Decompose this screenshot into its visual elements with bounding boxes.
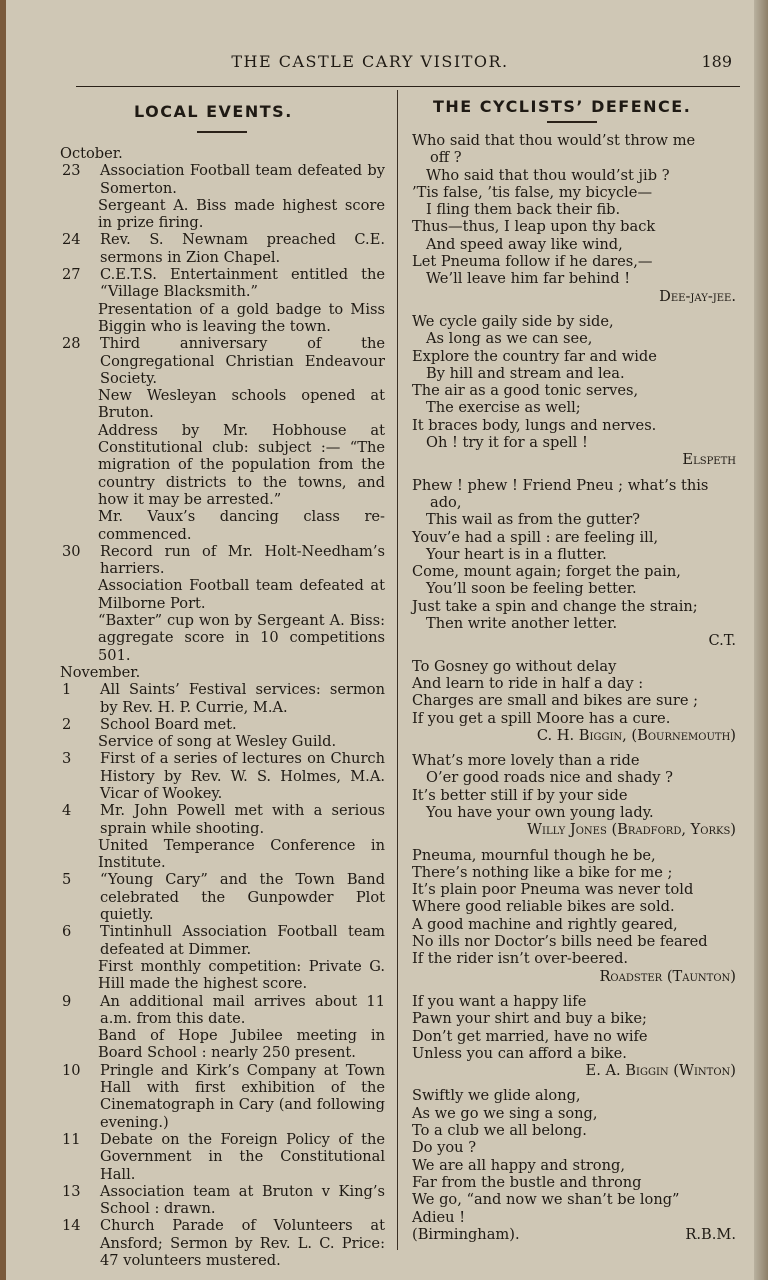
poem-line: Pawn your shirt and buy a bike;: [412, 1010, 647, 1028]
event-day: 14: [62, 1217, 81, 1235]
poem-line: If the rider isn’t over-beered.: [412, 950, 629, 968]
event-day: 11: [62, 1130, 81, 1148]
event-day: 3: [62, 750, 72, 768]
poem-line: Let Pneuma follow if he dares,—: [412, 253, 653, 271]
event-entry: [60, 802, 385, 837]
event-text: C.E.T.S. Entertainment entitled the “Village Blacksmith.”: [100, 266, 385, 301]
event-day: 1: [62, 681, 72, 699]
poem-line: (Birmingham).: [412, 1225, 520, 1243]
poem-signature: Roadster (Taunton): [599, 967, 736, 985]
poem-line: What’s more lovely than a ride: [412, 752, 640, 770]
event-text: Service of song at Wesley Guild.: [98, 733, 337, 751]
poem-line: ’Tis false, ’tis false, my bicycle—: [412, 183, 653, 201]
event-text: Rev. S. Newnam preached C.E. sermons in Zion Chapel.: [100, 231, 385, 266]
poem-line: I fling them back their fib.: [426, 201, 621, 219]
poem-line: Come, mount again; forget the pain,: [412, 563, 681, 581]
event-text: First of a series of lectures on Church History by Rev. W. S. Holmes, M.A. Vicar of Wookey.: [100, 750, 385, 802]
poem-line: O’er good roads nice and shady ?: [426, 769, 673, 787]
poem: [412, 313, 736, 469]
event-day: 5: [62, 871, 72, 889]
poem-signature: E. A. Biggin (Winton): [585, 1062, 736, 1080]
poem-line: Don’t get married, have no wife: [412, 1027, 648, 1045]
event-text: Record run of Mr. Holt-Needham’s harriers.: [100, 542, 385, 578]
poem-line: And learn to ride in half a day :: [412, 674, 644, 692]
poem-line: To Gosney go without delay: [412, 657, 617, 675]
event-entry: [60, 1131, 385, 1183]
poem-line: We cycle gaily side by side,: [412, 312, 614, 330]
event-text: First monthly competition: Private G. Hill made the highest score.: [98, 957, 385, 993]
poem-line: Who said that thou would’st jib ?: [426, 166, 670, 184]
event-day: 28: [62, 335, 81, 353]
poem-final-line: [412, 1226, 736, 1243]
event-entry: [60, 335, 385, 387]
poem-line: We go, “and now we shan’t be long”: [412, 1191, 680, 1209]
poem-line: You’ll soon be feeling better.: [426, 580, 637, 598]
event-text: “Baxter” cup won by Sergeant A. Biss: aggregate score in 10 competitions 501.: [98, 612, 385, 664]
event-text: Band of Hope Jubilee meeting in Board School : nearly 250 present.: [98, 1027, 385, 1062]
poem-signature: C.T.: [708, 632, 736, 650]
poem: [412, 993, 736, 1079]
event-entry: [60, 162, 385, 197]
event-text: Association Football team defeated at Milborne Port.: [98, 577, 385, 612]
event-entry: [60, 871, 385, 923]
event-day: 4: [62, 802, 72, 820]
event-entry: [60, 1217, 385, 1269]
poem-line: Explore the country far and wide: [412, 347, 657, 365]
event-text: Mr. John Powell met with a serious sprain while shooting.: [100, 802, 385, 837]
poem-line: off ?: [430, 149, 462, 167]
poem-line: If you want a happy life: [412, 992, 587, 1010]
event-entry: [60, 231, 385, 266]
event-entry: [60, 716, 385, 733]
poem-line: It braces body, lungs and nerves.: [412, 416, 657, 434]
poem-line: We’ll leave him far behind !: [426, 270, 631, 288]
column-divider: [397, 90, 398, 1250]
poem-line: Just take a spin and change the strain;: [412, 597, 698, 615]
poem-signature: Willy Jones (Bradford, Yorks): [527, 821, 736, 839]
poem: [412, 847, 736, 985]
poem-line: Far from the bustle and throng: [412, 1173, 642, 1191]
poem-line: Adieu !: [412, 1208, 466, 1226]
poem-line: Thus—thus, I leap upon thy back: [412, 218, 656, 236]
poem-signature: Dee-jay-jee.: [659, 287, 736, 305]
poem-line: Then write another letter.: [426, 615, 618, 633]
poem-line: Who said that thou would’st throw me: [412, 132, 696, 149]
event-day: 13: [62, 1182, 81, 1200]
event-day: 23: [62, 162, 81, 180]
event-text: An additional mail arrives about 11 a.m. from this date.: [100, 992, 385, 1027]
event-text: Pringle and Kirk’s Company at Town Hall with first exhibition of the Cinematograph in Cary (and following evening.): [100, 1061, 385, 1131]
local-events-heading-rule: [197, 131, 247, 133]
poem: [412, 1087, 736, 1243]
poem-line: Youv’e had a spill : are feeling ill,: [412, 528, 659, 546]
poem-signature: C. H. Biggin, (Bournemouth): [536, 726, 736, 744]
poem-line: ado,: [430, 493, 462, 511]
page-number: 189: [701, 52, 732, 71]
event-text: All Saints’ Festival services: sermon by Rev. H. P. Currie, M.A.: [100, 681, 385, 716]
event-entry: [60, 1062, 385, 1131]
poem-line: It’s better still if by your side: [412, 786, 628, 804]
event-day: 30: [62, 542, 81, 560]
poem-line: As we go we sing a song,: [412, 1104, 598, 1122]
event-text: Third anniversary of the Congregational Christian Endeavour Society.: [100, 335, 385, 387]
local-events-heading: LOCAL EVENTS.: [134, 102, 293, 121]
event-text: United Temperance Conference in Institute.: [98, 836, 385, 872]
poem-line: The exercise as well;: [426, 399, 581, 417]
poem: [412, 752, 736, 838]
event-entry: [60, 750, 385, 802]
event-text: School Board met.: [100, 715, 237, 733]
event-text: Tintinhull Association Football team defeated at Dimmer.: [100, 923, 385, 958]
poem-line: There’s nothing like a bike for me ;: [412, 863, 673, 881]
event-text: New Wesleyan schools opened at Bruton.: [98, 387, 385, 422]
event-text: Association team at Bruton v King’s School : drawn.: [100, 1182, 385, 1218]
event-text: Church Parade of Volunteers at Ansford; Sermon by Rev. L. C. Price: 47 volunteers mustered.: [100, 1217, 385, 1269]
poem-line: Oh ! try it for a spell !: [426, 434, 588, 452]
poem-line: Unless you can afford a bike.: [412, 1044, 627, 1062]
cyclists-defence-column: [412, 132, 736, 1251]
event-entry: [60, 993, 385, 1028]
event-day: 10: [62, 1061, 81, 1079]
poem-line: And speed away like wind,: [426, 235, 623, 253]
poem: [412, 658, 736, 744]
poem-signature: R.B.M.: [685, 1225, 736, 1243]
event-text: Association Football team defeated by Somerton.: [100, 162, 385, 197]
poem-line: A good machine and rightly geared,: [412, 915, 678, 933]
event-text: “Young Cary” and the Town Band celebrated the Gunpowder Plot quietly.: [100, 871, 385, 924]
event-day: 6: [62, 923, 72, 941]
header-rule: [76, 86, 740, 87]
poem: [412, 132, 736, 305]
poem-line: We are all happy and strong,: [412, 1156, 625, 1174]
event-day: 27: [62, 266, 81, 284]
poem-line: Pneuma, mournful though he be,: [412, 846, 656, 864]
poem-line: The air as a good tonic serves,: [412, 382, 639, 400]
month-heading: October.: [60, 145, 123, 162]
poem-signature: Elspeth: [682, 451, 736, 469]
event-entry: [60, 266, 385, 301]
poem-line: By hill and stream and lea.: [426, 364, 625, 382]
poem-line: You have your own young lady.: [426, 803, 654, 821]
event-day: 2: [62, 715, 72, 733]
poem-line: If you get a spill Moore has a cure.: [412, 709, 671, 727]
poem-line: Where good reliable bikes are sold.: [412, 898, 675, 916]
event-text: Debate on the Foreign Policy of the Government in the Constitutional Hall.: [100, 1130, 385, 1183]
cyclists-defence-heading-rule: [547, 121, 597, 123]
poem: [412, 477, 736, 650]
poem-line: Swiftly we glide along,: [412, 1087, 581, 1105]
poem-line: Do you ?: [412, 1139, 477, 1157]
event-entry: [60, 543, 385, 578]
event-entry: [60, 681, 385, 716]
event-text: Presentation of a gold badge to Miss Biggin who is leaving the town.: [98, 300, 385, 335]
poem-line: To a club we all belong.: [412, 1122, 587, 1140]
month-heading: November.: [60, 663, 141, 681]
poem-line: Phew ! phew ! Friend Pneu ; what’s this: [412, 476, 709, 494]
event-text: Mr. Vaux’s dancing class re-commenced.: [98, 508, 385, 543]
poem-line: This wail as from the gutter?: [426, 511, 641, 529]
poem-line: Your heart is in a flutter.: [426, 545, 607, 563]
local-events-column: [60, 145, 385, 1269]
event-day: 24: [62, 231, 81, 249]
event-text: Address by Mr. Hobhouse at Constitutional club: subject :— “The migration of the population from the country districts to the towns, and how it may be arrested.”: [98, 421, 385, 508]
running-header: [70, 48, 740, 74]
poem-line: As long as we can see,: [426, 330, 593, 348]
event-entry: [60, 1183, 385, 1218]
event-day: 9: [62, 992, 72, 1010]
poem-line: No ills nor Doctor’s bills need be feared: [412, 933, 708, 951]
poem-line: Charges are small and bikes are sure ;: [412, 692, 699, 710]
poem-line: It’s plain poor Pneuma was never told: [412, 881, 694, 899]
event-text: Sergeant A. Biss made highest score in prize firing.: [98, 196, 385, 232]
event-entry: [60, 923, 385, 958]
cyclists-defence-heading: THE CYCLISTS’ DEFENCE.: [433, 97, 692, 116]
publication-title: THE CASTLE CARY VISITOR.: [231, 52, 509, 71]
